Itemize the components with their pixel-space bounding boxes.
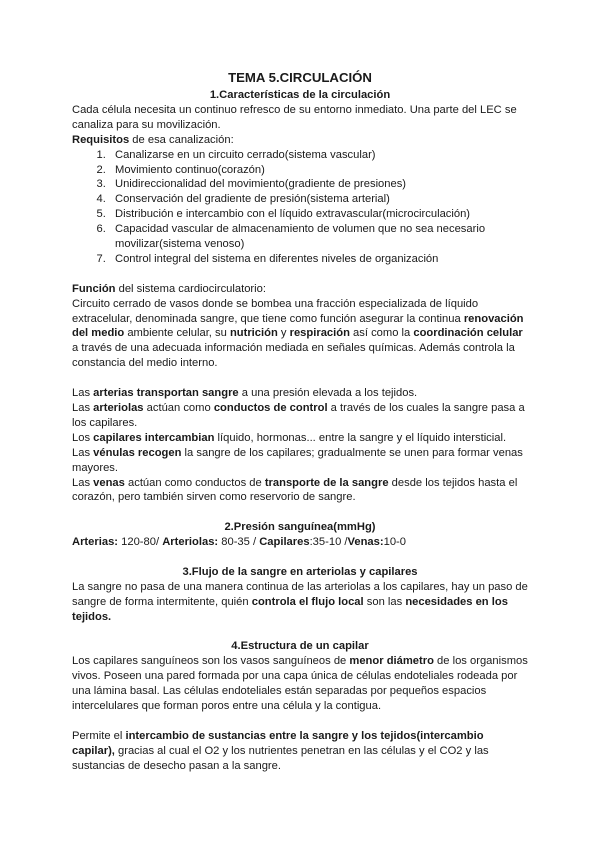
function-rest: del sistema cardiocirculatorio:	[115, 282, 266, 295]
arterioles-paragraph	[72, 401, 528, 431]
text-run: de los organismos vivos. Poseen una pared formada por una capa única de células endoteliales rodeada por una lámina basal. Las células endoteliales están separadas por pequeños espacios intercelulares que forman poros entre una célula y la contigua.	[72, 655, 528, 713]
text-run: a través de los cuales la sangre pasa a los capilares.	[72, 402, 525, 429]
function-label	[72, 282, 528, 297]
list-item: 4. Conservación del gradiente de presión(sistema arterial)	[109, 192, 528, 207]
text-run: líquido, hormonas... entre la sangre y el líquido intersticial.	[214, 431, 507, 444]
capillaries-paragraph	[72, 431, 528, 446]
bold-run: controla el flujo local	[251, 595, 364, 608]
text-run: 120-80/	[118, 536, 163, 549]
list-item: 6. Capacidad vascular de almacenamiento de volumen que no sea necesario movilizar(sistema venoso)	[109, 222, 528, 252]
bold-run: renovación del medio	[72, 312, 524, 340]
bold-run: venas	[93, 476, 125, 489]
capillary-structure-paragraph	[72, 654, 528, 714]
text-run: la sangre de los capilares; gradualmente se unen para formar venas mayores.	[72, 446, 523, 474]
function-description	[72, 297, 528, 372]
text-run: Los	[72, 431, 94, 444]
text-run: Las	[72, 476, 94, 489]
list-item: 7. Control integral del sistema en diferentes niveles de organización	[109, 252, 528, 267]
text-run: actúan como	[143, 402, 214, 414]
bold-run: Capilares	[259, 536, 310, 549]
list-item: 5. Distribución e intercambio con el líquido extravascular(microcirculación)	[109, 207, 528, 222]
function-bold: Función	[72, 282, 116, 295]
section-4-heading: 4.Estructura de un capilar	[231, 640, 369, 653]
text-run: actúan como conductos de	[124, 476, 265, 489]
text-run: son las	[363, 595, 406, 608]
text-run: La sangre no pasa de una manera continua de las arteriolas a los capilares, hay un paso de sangre de forma intermitente, quién	[72, 580, 528, 608]
section-1-heading: 1.Características de la circulación	[209, 89, 391, 101]
requirements-label	[72, 133, 528, 148]
text-run: Las	[72, 446, 94, 459]
bold-run: menor diámetro	[349, 655, 434, 668]
text-run: 10-0	[383, 536, 407, 549]
text-run: desde los tejidos hasta el corazón, pero también sirven como reservorio de sangre.	[72, 476, 518, 504]
text-run: gracias al cual el O2 y los nutrientes penetran en las células y el CO2 y las sustancias de desecho pasan a la sangre.	[72, 744, 489, 772]
requirements-bold: Requisitos	[72, 133, 130, 146]
text-run: Los capilares sanguíneos son los vasos sanguíneos de	[72, 655, 350, 668]
arteries-paragraph	[72, 386, 528, 401]
requirements-list	[72, 148, 528, 267]
bold-run: Arteriolas:	[162, 536, 219, 549]
bold-run: necesidades en los tejidos.	[72, 595, 508, 623]
text-run: Permite el	[72, 729, 126, 742]
text-run: 80-35 /	[218, 536, 260, 549]
section-3-heading: 3.Flujo de la sangre en arteriolas y capilares	[182, 565, 418, 578]
text-run: Las	[72, 387, 94, 400]
venules-paragraph	[72, 446, 528, 476]
section-1-intro: Cada célula necesita un continuo refresco de su entorno inmediato. Una parte del LEC se canaliza para su movilización.	[72, 103, 517, 131]
bold-run: intercambio de sustancias entre la sangre y los tejidos(intercambio capilar),	[72, 729, 484, 757]
text-run: así como la	[349, 327, 414, 340]
list-item: 3. Unidireccionalidad del movimiento(gradiente de presiones)	[109, 177, 528, 192]
bold-run: arterias transportan sangre	[93, 387, 239, 400]
bold-run: conductos de control	[213, 402, 328, 414]
list-item: 1. Canalizarse en un circuito cerrado(sistema vascular)	[109, 148, 528, 163]
bold-run: transporte de la sangre	[264, 476, 389, 489]
capillary-exchange-paragraph	[72, 729, 528, 774]
list-item: 2. Movimiento continuo(corazón)	[109, 163, 528, 178]
flow-paragraph	[72, 580, 528, 625]
requirements-rest: de esa canalización:	[129, 133, 234, 146]
bold-run: nutrición	[229, 327, 278, 340]
text-run: Las	[72, 402, 94, 414]
page-title: TEMA 5.CIRCULACIÓN	[228, 70, 372, 85]
section-2-heading: 2.Presión sanguínea(mmHg)	[224, 521, 376, 534]
pressure-values	[72, 535, 528, 550]
document-page	[72, 70, 528, 774]
bold-run: Arterias:	[72, 536, 119, 549]
bold-run: vénulas recogen	[93, 446, 182, 459]
bold-run: capilares intercambian	[93, 431, 215, 444]
text-run: a través de una adecuada información mediada en señales químicas. Además controla la constancia del medio interno.	[72, 342, 515, 370]
bold-run: respiración	[289, 327, 350, 340]
text-run: ambiente celular, su	[124, 327, 230, 340]
text-run: a una presión elevada a los tejidos.	[238, 387, 418, 400]
text-run: y	[277, 327, 290, 340]
bold-run: Venas:	[347, 536, 384, 549]
text-run: Circuito cerrado de vasos donde se bombea una fracción especializada de líquido extracelular, denominada sangre, que tiene como función asegurar la continua	[72, 297, 479, 325]
bold-run: coordinación celular	[413, 327, 523, 340]
bold-run: arteriolas	[93, 402, 144, 414]
text-run: :35-10 /	[309, 536, 348, 549]
veins-paragraph	[72, 476, 528, 506]
